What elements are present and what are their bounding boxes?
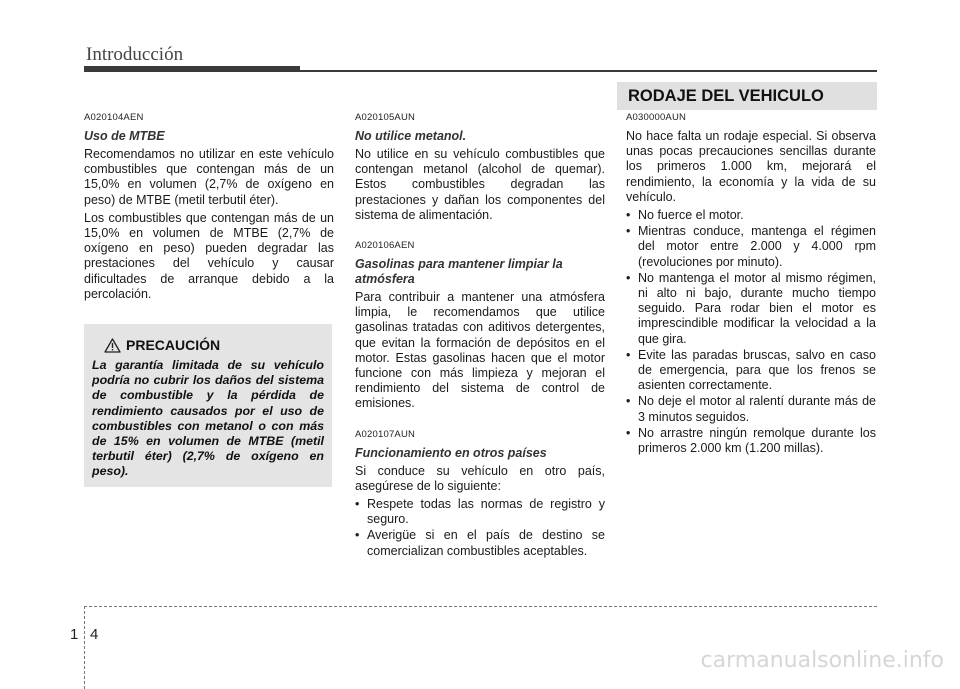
list-item: • Averigüe si en el país de destino se comercializan combustibles aceptables. [355, 528, 605, 558]
section-code: A020105AUN [355, 112, 416, 123]
caution-text: La garantía limitada de su vehículo podría no cubrir los daños del sistema de combustible y la pérdida de rendimiento causados por el uso de combustibles con metanol o con más de 15% en volumen de MTBE (metil terbutil éter) (2,7% de oxígeno en peso). [92, 358, 324, 479]
section-subtitle: No utilice metanol. [355, 129, 467, 143]
section-subtitle: Funcionamiento en otros países [355, 445, 547, 460]
section-code: A020107AUN [355, 428, 416, 440]
list-item: • No arrastre ningún remolque durante los primeros 2.000 km (1.200 millas). [626, 426, 876, 456]
section-subtitle: Uso de MTBE [84, 129, 165, 143]
paragraph: Los combustibles que contengan más de un 15,0% en volumen de MTBE (2,7% de oxígeno en peso) pueden degradar las prestaciones del vehículo y causar dificultades de arranque debido a la percolación. [84, 210, 334, 301]
column-3 [626, 112, 876, 457]
caution-header [104, 337, 324, 353]
chapter-number: 1 [70, 626, 79, 643]
caution-box [84, 324, 332, 487]
list-item: • No mantenga el motor al mismo régimen, ni alto ni bajo, durante mucho tiempo seguido. Para rodar bien el motor es imprescindible modificar la velocidad a la que gira. [626, 271, 876, 347]
footer-rule [84, 606, 877, 607]
paragraph: No utilice en su vehículo combustibles que contengan metanol (alcohol de quemar). Estos combustibles degradan las prestaciones y dañan los componentes del sistema de alimentación. [355, 147, 605, 222]
section-banner [617, 82, 877, 110]
header-bar [84, 66, 300, 72]
section-code: A030000AUN [626, 112, 687, 123]
paragraph: Recomendamos no utilizar en este vehículo combustibles que contengan más de un 15,0% en volumen (2,7% de oxígeno en peso) de MTBE (metil terbutil éter). [84, 147, 334, 207]
page-header-title: Introducción [86, 44, 184, 65]
section-banner-title: RODAJE DEL VEHICULO [628, 87, 824, 105]
header-rule [300, 70, 877, 72]
footer-divider [84, 606, 85, 689]
section-subtitle: Gasolinas para mantener limpiar la atmósfera [355, 257, 563, 287]
list-item: • Mientras conduce, mantenga el régimen del motor entre 2.000 y 4.000 rpm (revoluciones por minuto). [626, 224, 876, 270]
list-item: • Respete todas las normas de registro y seguro. [355, 497, 605, 527]
paragraph: No hace falta un rodaje especial. Si observa unas pocas precauciones sencillas durante los primeros 1.000 km, mejorará el rendimiento, la economía y la vida de su vehículo. [626, 129, 876, 204]
warning-triangle-icon [104, 338, 121, 353]
section-code: A020104AEN [84, 112, 144, 123]
column-1 [84, 112, 334, 305]
column-2 [355, 112, 605, 560]
paragraph: Para contribuir a mantener una atmósfera limpia, le recomendamos que utilice gasolinas tratadas con aditivos detergentes, que evitan la formación de depósitos en el motor. Estas gasolinas hacen que el motor funcione con más limpieza y mejoran el rendimiento del sistema de control de emisiones. [355, 290, 605, 411]
section-code: A020106AEN [355, 240, 415, 252]
watermark: carmanualsonline.info [700, 648, 944, 673]
bullet-list [355, 497, 605, 559]
bullet-list [626, 208, 876, 456]
list-item: • Evite las paradas bruscas, salvo en caso de emergencia, para que los frenos se asienten correctamente. [626, 348, 876, 394]
page-number: 4 [90, 626, 99, 643]
paragraph: Si conduce su vehículo en otro país, asegúrese de lo siguiente: [355, 463, 605, 493]
list-item: • No deje el motor al ralentí durante más de 3 minutos seguidos. [626, 394, 876, 424]
caution-title: PRECAUCIÓN [126, 337, 221, 353]
list-item: • No fuerce el motor. [626, 208, 876, 223]
